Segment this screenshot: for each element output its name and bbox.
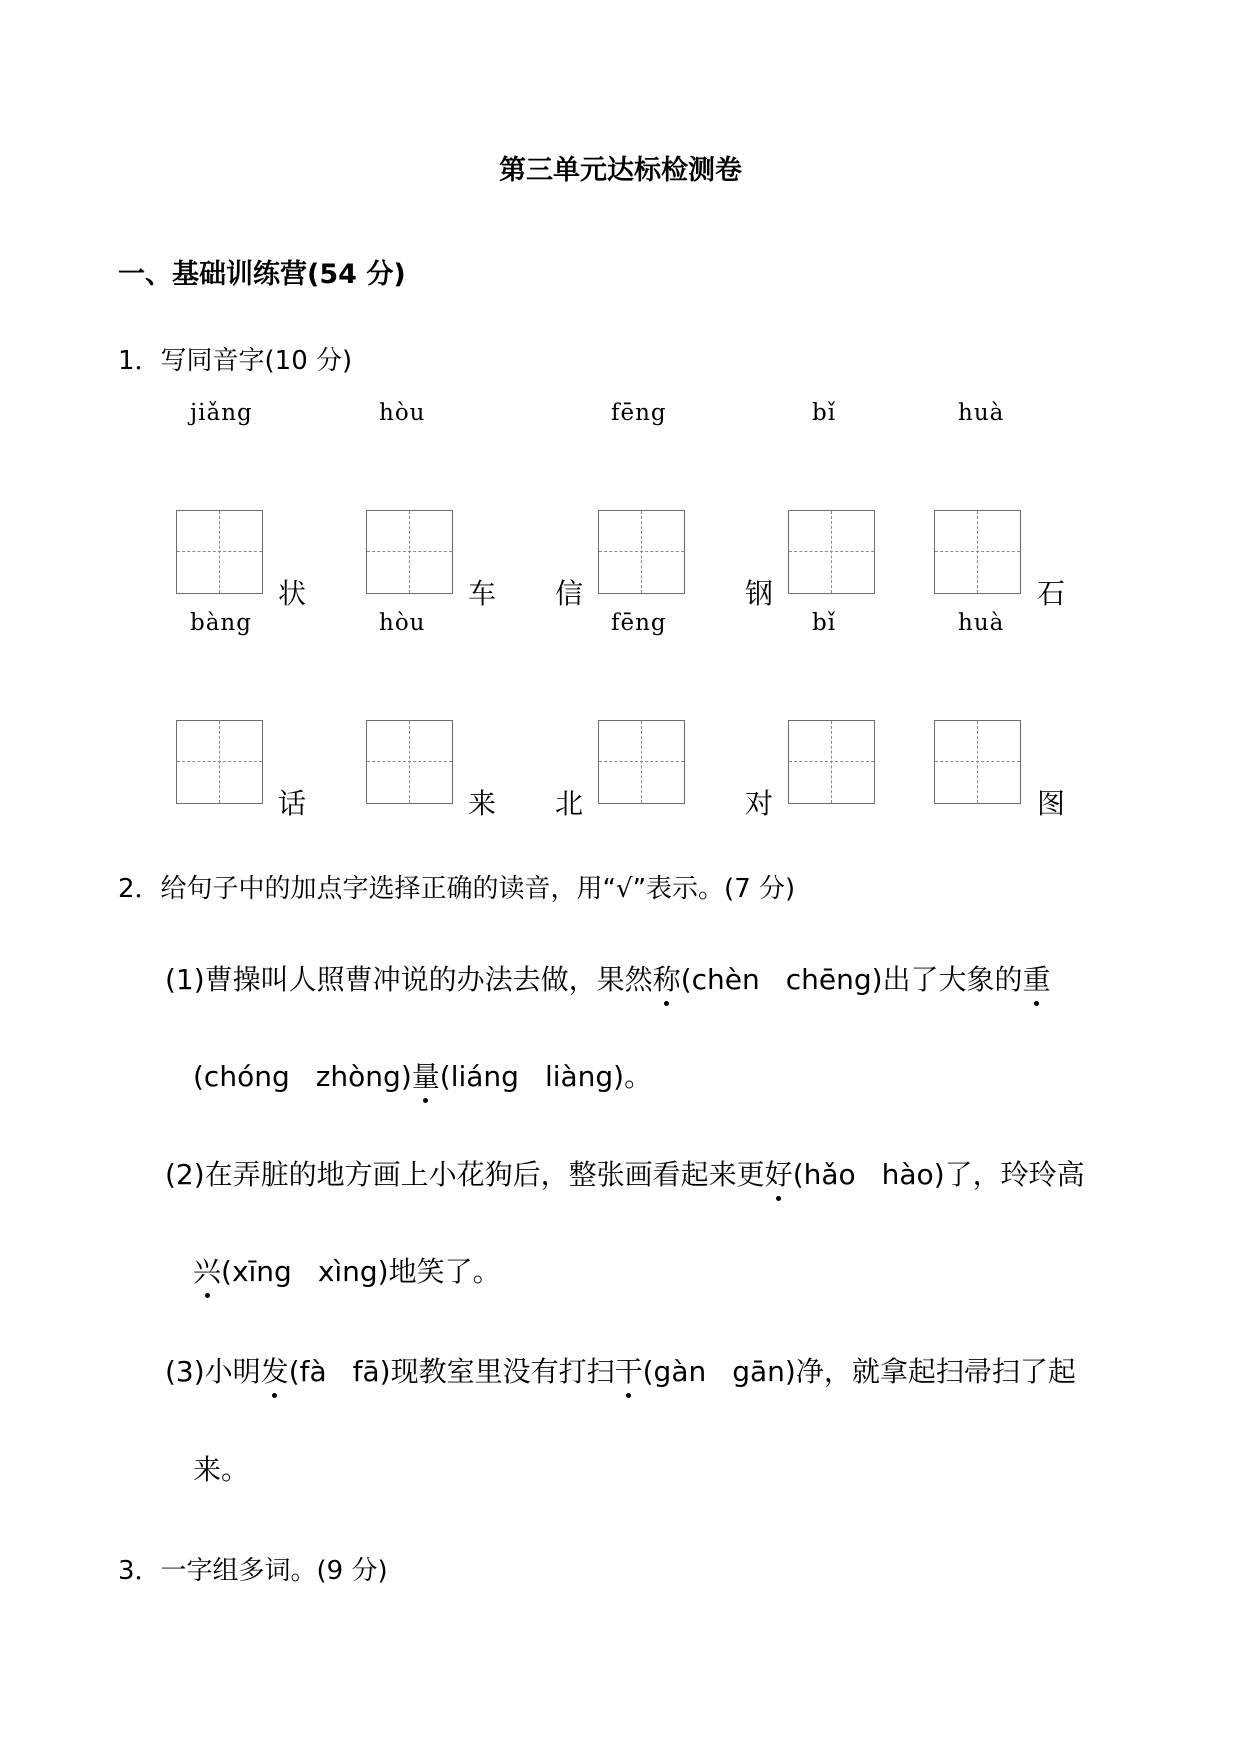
- text: 了，玲玲高: [944, 1158, 1085, 1191]
- dotted-char: 重: [1023, 958, 1051, 998]
- text: 净，就拿起扫帚扫了起: [795, 1355, 1076, 1388]
- text: 地笑了。: [388, 1255, 501, 1288]
- context-char: 北: [555, 787, 584, 820]
- context-char: 信: [555, 577, 584, 610]
- question-3-label: 3．一字组多词。(9 分): [118, 1556, 388, 1586]
- option[interactable]: fā): [352, 1355, 391, 1388]
- section-1-heading: 一、基础训练营(54 分): [118, 259, 406, 290]
- pinyin: hòu: [379, 400, 426, 426]
- answer-box[interactable]: [934, 720, 1021, 804]
- answer-box[interactable]: [598, 510, 685, 594]
- q2-sentence-2-line-2: [193, 1250, 501, 1290]
- answer-box[interactable]: [934, 510, 1021, 594]
- q2-sentence-3-line-2: [193, 1448, 249, 1488]
- context-char: 车: [468, 577, 497, 610]
- answer-box[interactable]: [176, 720, 263, 804]
- option[interactable]: (xīng: [221, 1255, 292, 1288]
- answer-box[interactable]: [598, 720, 685, 804]
- pinyin: huà: [958, 610, 1005, 636]
- text: 现教室里没有打扫: [390, 1355, 615, 1388]
- text: 出了大象的: [882, 963, 1023, 996]
- text: (3)小明: [165, 1355, 261, 1388]
- answer-box[interactable]: [788, 510, 875, 594]
- pinyin: bǐ: [812, 610, 837, 636]
- dotted-char: 干: [615, 1350, 643, 1390]
- q2-sentence-2-line-1: [165, 1153, 1085, 1193]
- text: (1)曹操叫人照曹冲说的办法去做，果然: [165, 963, 653, 996]
- text: (2)在弄脏的地方画上小花狗后，整张画看起来更: [165, 1158, 765, 1191]
- option[interactable]: zhòng): [315, 1060, 412, 1093]
- answer-box[interactable]: [366, 720, 453, 804]
- answer-box[interactable]: [788, 720, 875, 804]
- pinyin: fēng: [611, 610, 667, 636]
- context-char: 话: [278, 787, 307, 820]
- pinyin: bǐ: [812, 400, 837, 426]
- text: 。: [624, 1060, 653, 1093]
- option[interactable]: (liáng: [439, 1060, 519, 1093]
- option[interactable]: (gàn: [642, 1355, 707, 1388]
- context-char: 对: [745, 787, 774, 820]
- option[interactable]: xìng): [317, 1255, 389, 1288]
- question-1-label: 1．写同音字(10 分): [118, 346, 353, 376]
- dotted-char: 称: [653, 958, 681, 998]
- option[interactable]: (chóng: [193, 1060, 290, 1093]
- option[interactable]: hào): [881, 1158, 945, 1191]
- q2-sentence-3-line-1: [165, 1350, 1076, 1390]
- dotted-char: 好: [765, 1153, 793, 1193]
- pinyin: hòu: [379, 610, 426, 636]
- q2-sentence-1-line-2: [193, 1055, 652, 1095]
- context-char: 石: [1037, 577, 1066, 610]
- option[interactable]: liàng): [544, 1060, 625, 1093]
- q2-sentence-1-line-1: [165, 958, 1051, 998]
- question-2-label: 2．给句子中的加点字选择正确的读音，用“√”表示。(7 分): [118, 874, 796, 904]
- pinyin: fēng: [611, 400, 667, 426]
- context-char: 图: [1037, 787, 1066, 820]
- answer-box[interactable]: [366, 510, 453, 594]
- context-char: 钢: [745, 577, 774, 610]
- pinyin: huà: [958, 400, 1005, 426]
- answer-box[interactable]: [176, 510, 263, 594]
- option[interactable]: chēng): [785, 963, 883, 996]
- pinyin: bàng: [190, 610, 252, 636]
- dotted-char: 量: [412, 1055, 440, 1095]
- option[interactable]: (fà: [288, 1355, 327, 1388]
- context-char: 来: [468, 787, 497, 820]
- pinyin: jiǎng: [190, 400, 253, 426]
- context-char: 状: [278, 577, 307, 610]
- option[interactable]: (hǎo: [792, 1158, 856, 1191]
- dotted-char: 兴: [193, 1250, 221, 1290]
- option[interactable]: gān): [732, 1355, 796, 1388]
- option[interactable]: (chèn: [680, 963, 760, 996]
- text: 来。: [193, 1453, 250, 1486]
- page-title: 第三单元达标检测卷: [499, 155, 742, 186]
- dotted-char: 发: [261, 1350, 289, 1390]
